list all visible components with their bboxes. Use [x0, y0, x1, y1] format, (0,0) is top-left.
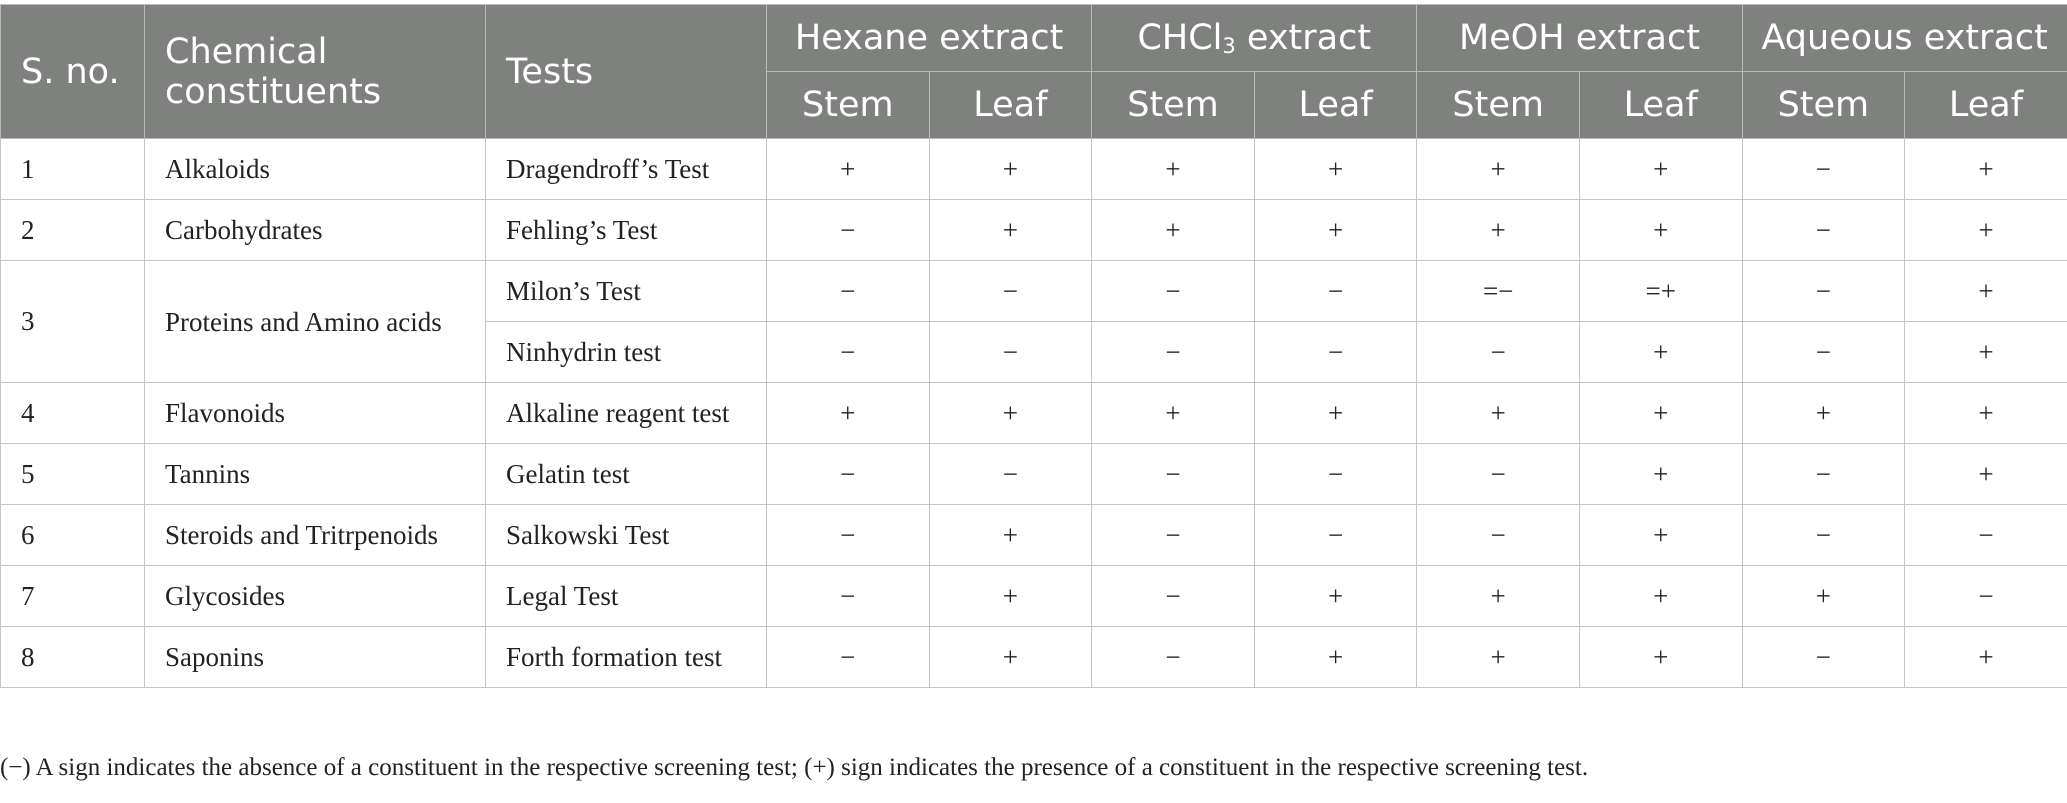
- cell-value: +: [767, 139, 930, 200]
- cell-constituent: Alkaloids: [145, 139, 486, 200]
- cell-value: −: [1254, 444, 1417, 505]
- cell-value: −: [929, 261, 1092, 322]
- cell-value: −: [767, 200, 930, 261]
- cell-value: +: [1905, 444, 2067, 505]
- cell-constituent: Saponins: [145, 627, 486, 688]
- header-sno: S. no.: [1, 5, 145, 139]
- header-sub-leaf: Leaf: [929, 72, 1092, 139]
- header-tests: Tests: [486, 5, 767, 139]
- cell-test: Legal Test: [486, 566, 767, 627]
- cell-value: +: [1905, 627, 2067, 688]
- table-body: [1, 139, 2067, 688]
- cell-value: +: [1092, 200, 1255, 261]
- cell-value: −: [1092, 261, 1255, 322]
- cell-value: −: [1254, 505, 1417, 566]
- cell-value: +: [1905, 139, 2067, 200]
- cell-value: −: [1905, 566, 2067, 627]
- table-container: [0, 4, 2067, 688]
- cell-constituent: Glycosides: [145, 566, 486, 627]
- cell-value: +: [1417, 139, 1580, 200]
- header-sub-stem: Stem: [1742, 72, 1905, 139]
- cell-sno: 2: [1, 200, 145, 261]
- cell-test: Ninhydrin test: [486, 322, 767, 383]
- header-sub-stem: Stem: [1092, 72, 1255, 139]
- cell-value: −: [1742, 261, 1905, 322]
- cell-sno: 5: [1, 444, 145, 505]
- cell-value: +: [1254, 139, 1417, 200]
- cell-value: +: [929, 383, 1092, 444]
- cell-value: +: [1417, 200, 1580, 261]
- cell-test: Gelatin test: [486, 444, 767, 505]
- cell-sno: 7: [1, 566, 145, 627]
- header-group-hexane: Hexane extract: [767, 5, 1092, 72]
- cell-value: +: [1092, 139, 1255, 200]
- cell-value: −: [929, 444, 1092, 505]
- cell-value: −: [767, 505, 930, 566]
- cell-value: +: [1742, 566, 1905, 627]
- cell-sno: 1: [1, 139, 145, 200]
- cell-value: +: [1579, 444, 1742, 505]
- cell-value: +: [1579, 322, 1742, 383]
- cell-value: +: [1254, 383, 1417, 444]
- table-row: [1, 505, 2067, 566]
- cell-value: −: [767, 261, 930, 322]
- table-header: [1, 5, 2067, 139]
- cell-value: +: [1417, 627, 1580, 688]
- cell-sno: 8: [1, 627, 145, 688]
- cell-value: −: [767, 627, 930, 688]
- cell-value: +: [929, 627, 1092, 688]
- cell-value: +: [1254, 200, 1417, 261]
- table-row: [1, 444, 2067, 505]
- cell-value: +: [1742, 383, 1905, 444]
- cell-test: Salkowski Test: [486, 505, 767, 566]
- cell-value: +: [1905, 261, 2067, 322]
- table-footnote: (−) A sign indicates the absence of a constituent in the respective screening test; (+) sign indicates the presence of a constituent in the respective screening test.: [0, 754, 1589, 781]
- cell-value: −: [1742, 505, 1905, 566]
- cell-value: +: [1579, 505, 1742, 566]
- cell-value: +: [929, 505, 1092, 566]
- phytochemical-table: [0, 4, 2067, 688]
- header-sub-stem: Stem: [767, 72, 930, 139]
- cell-value: +: [1417, 383, 1580, 444]
- table-row: [1, 383, 2067, 444]
- cell-value: +: [1254, 566, 1417, 627]
- cell-value: =−: [1417, 261, 1580, 322]
- cell-value: +: [929, 200, 1092, 261]
- cell-value: +: [1579, 200, 1742, 261]
- header-constituents: [145, 5, 486, 139]
- cell-value: +: [929, 566, 1092, 627]
- cell-value: +: [1254, 627, 1417, 688]
- cell-value: +: [929, 139, 1092, 200]
- cell-value: −: [767, 566, 930, 627]
- cell-value: −: [1254, 322, 1417, 383]
- cell-value: −: [1742, 322, 1905, 383]
- cell-value: −: [1742, 200, 1905, 261]
- cell-value: +: [1905, 322, 2067, 383]
- header-constituents-label: Chemical constituents: [165, 31, 382, 112]
- table-row: [1, 200, 2067, 261]
- cell-test: Dragendroff’s Test: [486, 139, 767, 200]
- cell-value: +: [1579, 566, 1742, 627]
- cell-constituent: Carbohydrates: [145, 200, 486, 261]
- cell-value: −: [1092, 566, 1255, 627]
- table-row: [1, 261, 2067, 322]
- header-group-chcl3: CHCl$_3$ extract: [1092, 5, 1417, 72]
- header-sub-leaf: Leaf: [1905, 72, 2067, 139]
- cell-value: =+: [1579, 261, 1742, 322]
- cell-value: −: [1092, 627, 1255, 688]
- cell-value: −: [1092, 322, 1255, 383]
- cell-value: −: [767, 444, 930, 505]
- cell-constituent: Proteins and Amino acids: [145, 261, 486, 383]
- cell-value: +: [767, 383, 930, 444]
- header-sub-leaf: Leaf: [1579, 72, 1742, 139]
- cell-sno: 3: [1, 261, 145, 383]
- header-sub-stem: Stem: [1417, 72, 1580, 139]
- cell-constituent: Tannins: [145, 444, 486, 505]
- cell-value: −: [1417, 444, 1580, 505]
- table-row: [1, 627, 2067, 688]
- cell-value: −: [929, 322, 1092, 383]
- cell-value: +: [1417, 566, 1580, 627]
- cell-value: +: [1905, 200, 2067, 261]
- cell-constituent: Steroids and Tritrpenoids: [145, 505, 486, 566]
- cell-value: −: [1742, 444, 1905, 505]
- cell-value: −: [1254, 261, 1417, 322]
- cell-test: Milon’s Test: [486, 261, 767, 322]
- header-sub-leaf: Leaf: [1254, 72, 1417, 139]
- cell-test: Forth formation test: [486, 627, 767, 688]
- cell-value: −: [1092, 444, 1255, 505]
- cell-test: Alkaline reagent test: [486, 383, 767, 444]
- cell-sno: 6: [1, 505, 145, 566]
- cell-value: +: [1092, 383, 1255, 444]
- cell-value: −: [767, 322, 930, 383]
- cell-value: +: [1579, 627, 1742, 688]
- cell-test: Fehling’s Test: [486, 200, 767, 261]
- cell-value: −: [1092, 505, 1255, 566]
- table-row: [1, 566, 2067, 627]
- header-group-aqueous: Aqueous extract: [1742, 5, 2067, 72]
- cell-value: −: [1742, 139, 1905, 200]
- cell-value: +: [1905, 383, 2067, 444]
- cell-value: −: [1417, 505, 1580, 566]
- cell-sno: 4: [1, 383, 145, 444]
- cell-value: −: [1742, 627, 1905, 688]
- header-group-meoh: MeOH extract: [1417, 5, 1742, 72]
- cell-constituent: Flavonoids: [145, 383, 486, 444]
- cell-value: +: [1579, 139, 1742, 200]
- cell-value: +: [1579, 383, 1742, 444]
- cell-value: −: [1905, 505, 2067, 566]
- cell-value: −: [1417, 322, 1580, 383]
- table-row: [1, 139, 2067, 200]
